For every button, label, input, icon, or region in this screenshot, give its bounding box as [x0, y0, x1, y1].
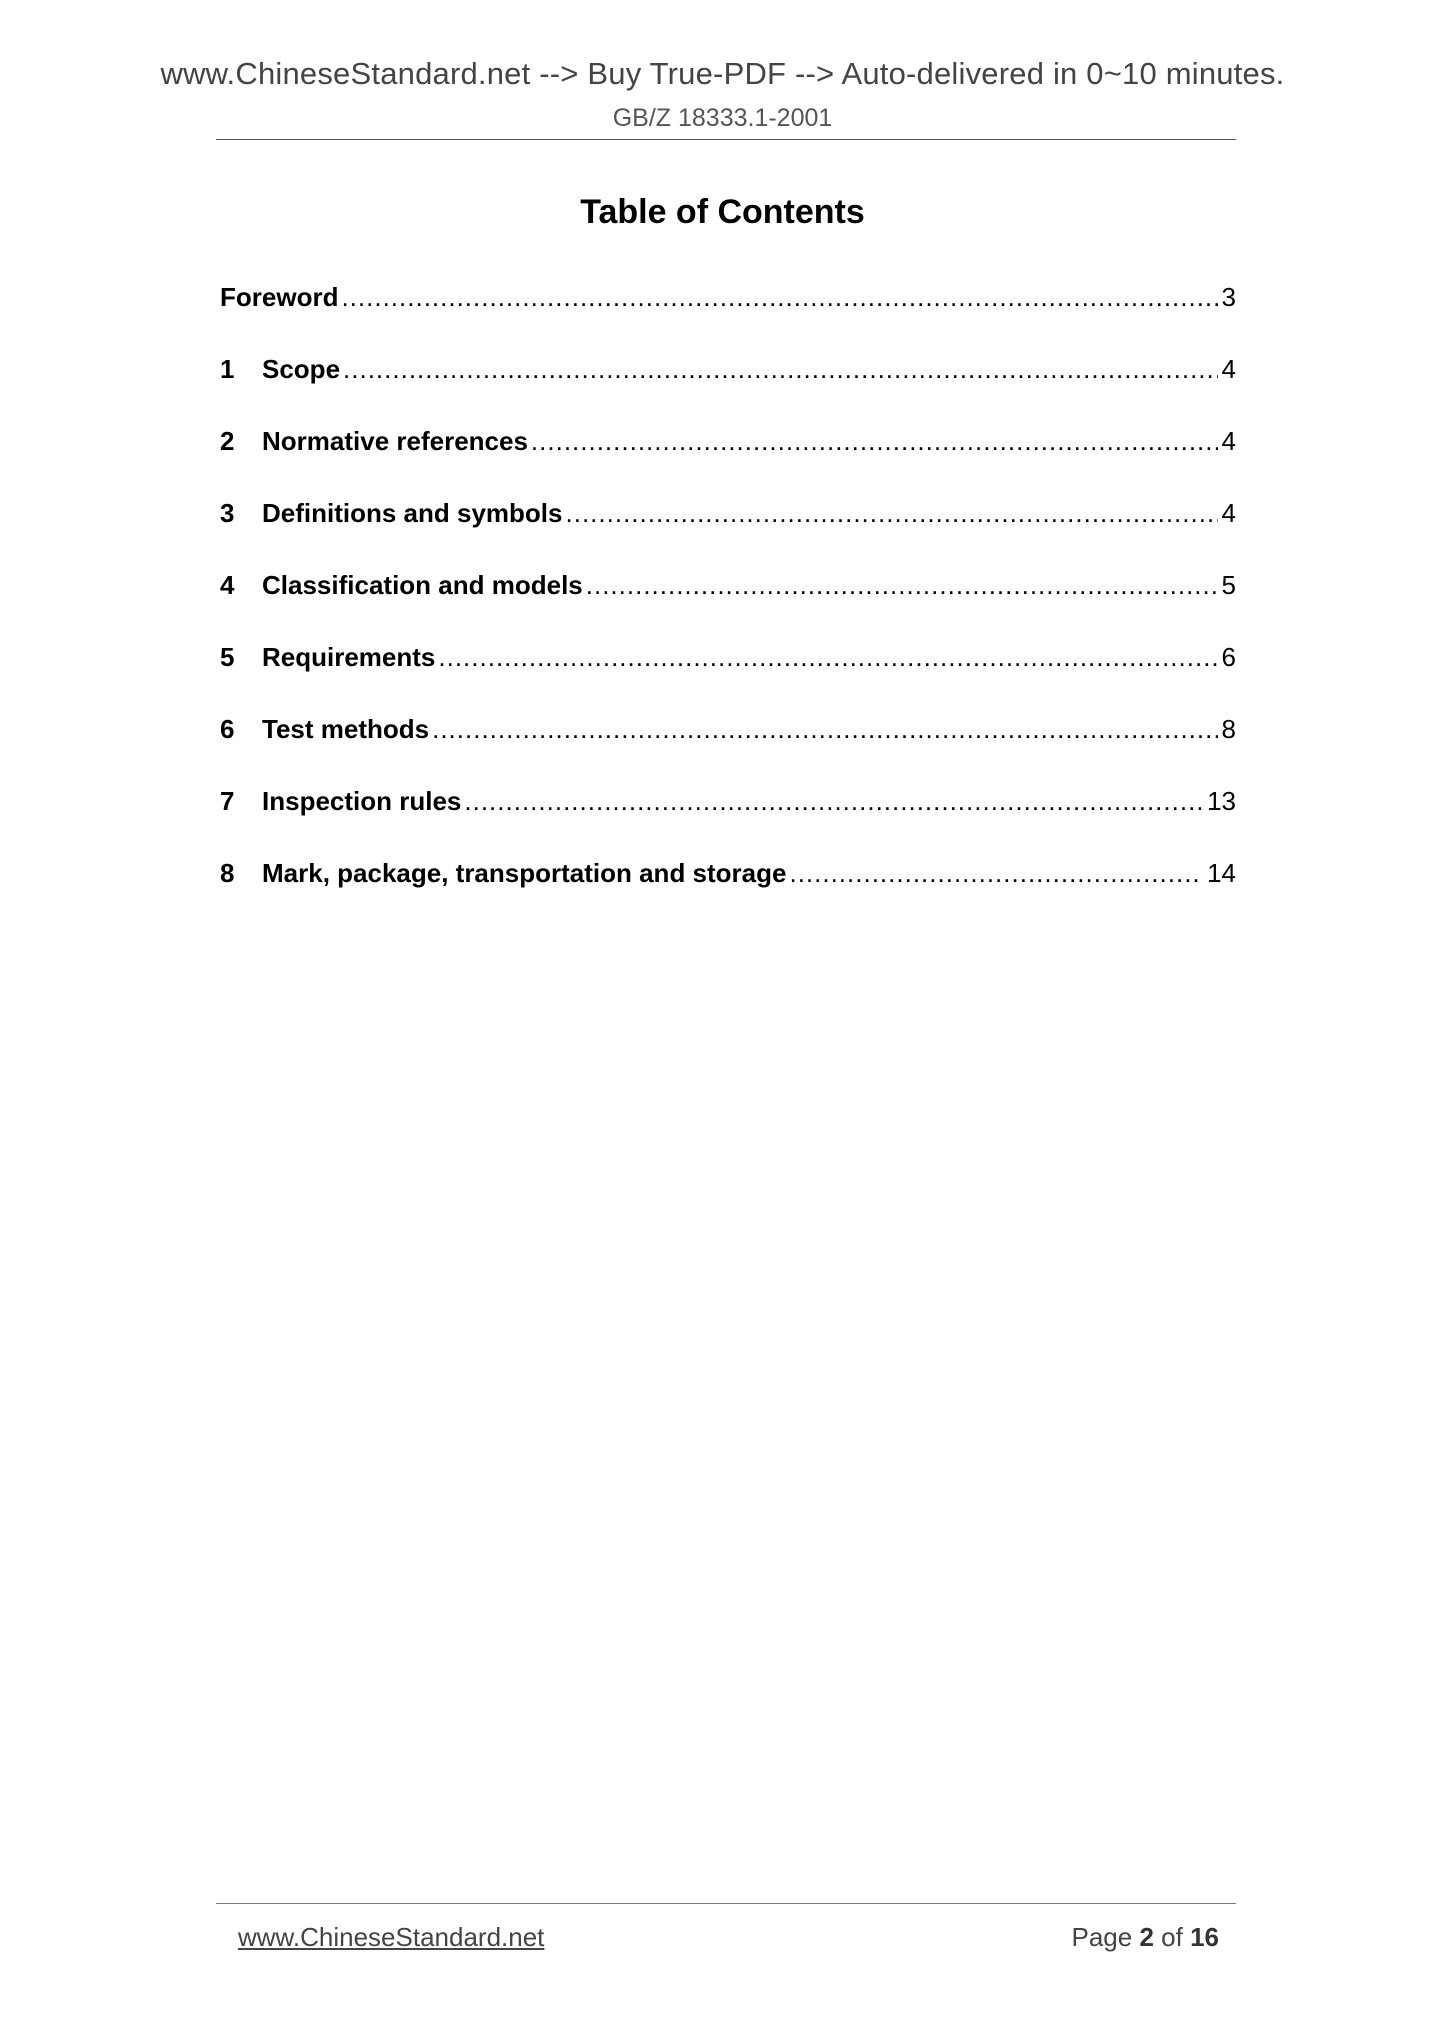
toc-entry-label: Normative references [262, 426, 528, 456]
toc-entry-page: 8 [1221, 714, 1236, 744]
toc-dot-leader [531, 426, 1218, 457]
toc-entry-number: 5 [220, 642, 235, 672]
page-prefix: Page [1071, 1922, 1133, 1952]
header-banner: www.ChineseStandard.net --> Buy True-PDF --> Auto-delivered in 0~10 minutes. [160, 56, 1285, 91]
toc-dot-leader [789, 858, 1203, 889]
document-code: GB/Z 18333.1-2001 [612, 104, 833, 132]
total-pages: 16 [1190, 1922, 1219, 1952]
toc-entry-label: Inspection rules [262, 786, 462, 816]
toc-entry-label: Classification and models [262, 570, 583, 600]
toc-dot-leader [432, 714, 1217, 745]
header-divider [216, 139, 1236, 140]
toc-entry-definitions-and-symbols[interactable] [220, 498, 1236, 570]
toc-dot-leader [586, 570, 1218, 601]
toc-entry-number: 3 [220, 498, 235, 528]
toc-entry-inspection-rules[interactable] [220, 786, 1236, 858]
toc-entry-label: Requirements [262, 642, 436, 672]
toc-dot-leader [464, 786, 1203, 817]
table-of-contents [220, 282, 1236, 930]
toc-entry-page: 14 [1207, 858, 1236, 888]
toc-dot-leader [566, 498, 1218, 529]
page-title: Table of Contents [580, 193, 865, 231]
toc-entry-number: 1 [220, 354, 235, 384]
toc-entry-number: 2 [220, 426, 235, 456]
toc-entry-page: 6 [1221, 642, 1236, 672]
toc-entry-normative-references[interactable] [220, 426, 1236, 498]
current-page: 2 [1139, 1922, 1154, 1952]
toc-entry-label: Foreword [220, 282, 339, 312]
toc-entry-label: Definitions and symbols [262, 498, 563, 528]
toc-entry-number: 6 [220, 714, 235, 744]
toc-dot-leader [343, 354, 1218, 385]
toc-entry-page: 4 [1221, 354, 1236, 384]
toc-entry-number: 4 [220, 570, 235, 600]
toc-entry-label: Mark, package, transportation and storage [262, 858, 787, 888]
toc-entry-requirements[interactable] [220, 642, 1236, 714]
toc-entry-page: 4 [1221, 426, 1236, 456]
footer-divider [216, 1903, 1236, 1904]
toc-entry-page: 4 [1221, 498, 1236, 528]
toc-dot-leader [341, 282, 1217, 313]
toc-entry-mark-package-transportation-storage[interactable] [220, 858, 1236, 930]
page-number [1071, 1922, 1219, 1953]
toc-entry-label: Scope [262, 354, 341, 384]
toc-entry-foreword[interactable] [220, 282, 1236, 354]
page-of: of [1161, 1922, 1183, 1952]
toc-entry-page: 5 [1221, 570, 1236, 600]
toc-entry-page: 13 [1207, 786, 1236, 816]
toc-entry-classification-and-models[interactable] [220, 570, 1236, 642]
toc-entry-scope[interactable] [220, 354, 1236, 426]
toc-entry-test-methods[interactable] [220, 714, 1236, 786]
toc-entry-number: 7 [220, 786, 235, 816]
toc-entry-number: 8 [220, 858, 235, 888]
toc-entry-label: Test methods [262, 714, 430, 744]
toc-dot-leader [438, 642, 1217, 673]
footer-website-link[interactable]: www.ChineseStandard.net [238, 1922, 545, 1952]
toc-entry-page: 3 [1221, 282, 1236, 312]
